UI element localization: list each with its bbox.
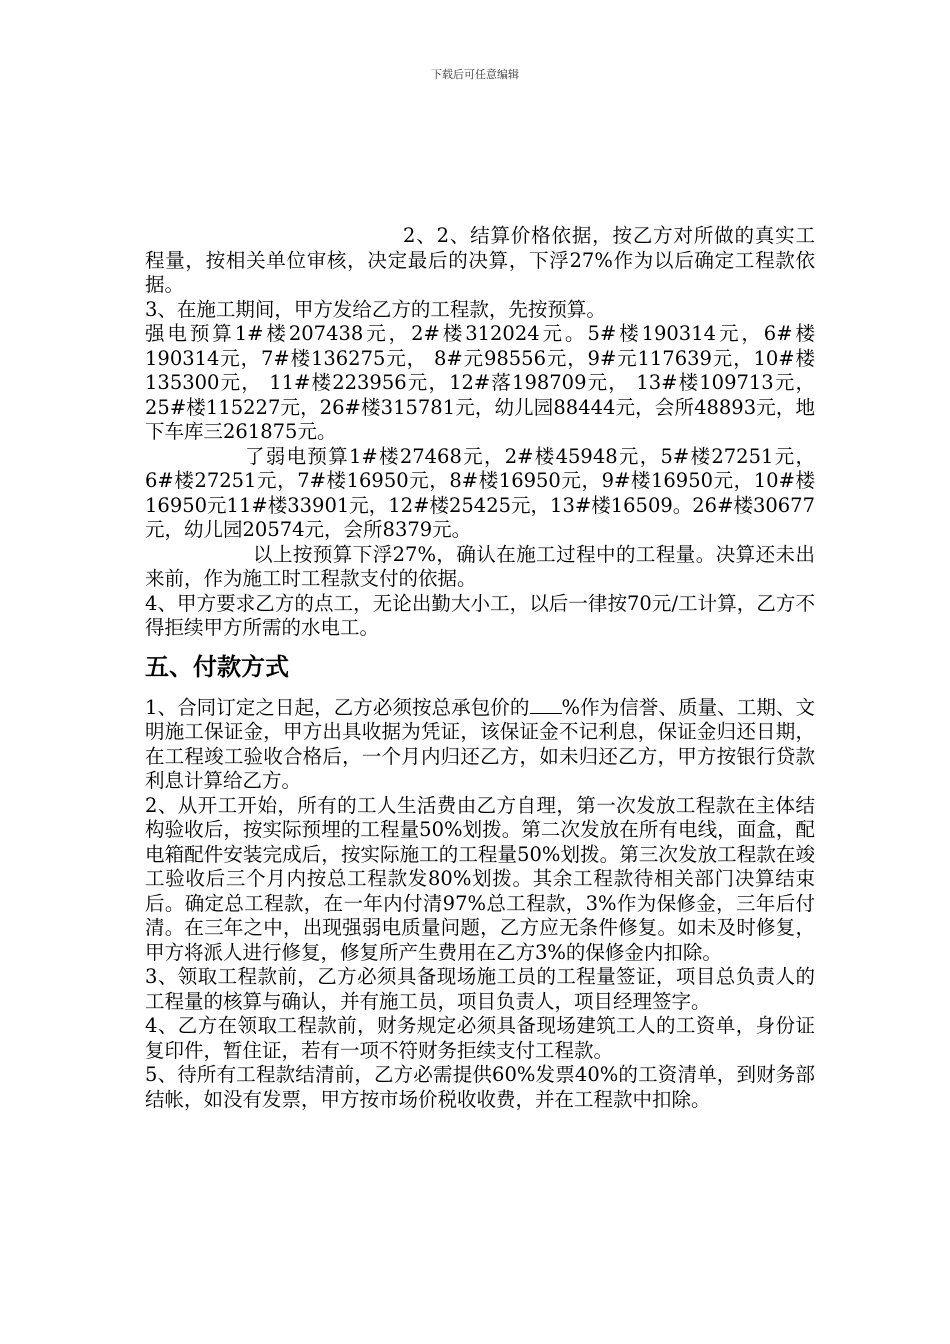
paragraph-point-labor: 4、甲方要求乙方的点工，无论出勤大小工，以后一律按70元/工计算，乙方不得拒续甲方所需的水电工。 bbox=[145, 591, 815, 639]
paragraph-construction-payment: 3、在施工期间，甲方发给乙方的工程款，先按预算。 bbox=[145, 297, 606, 321]
paragraph-budget-discount: 以上按预算下浮27%，确认在施工过程中的工程量。决算还未出来前，作为施工时工程款支付的依据。 bbox=[145, 542, 815, 590]
paragraph-payment-schedule: 2、从开工开始，所有的工人生活费由乙方自理，第一次发放工程款在主体结构验收后，按实际预埋的工程量50%划拨。第二次发放在所有电线，面盒，配电箱配件安装完成后，按实际施工的工程量50%划拨。第三次发放工程款在竣工验收后三个月内按总工程款发80%划拨。其余工程款待相关部门决算结束后。确定总工程款，在一年内付清97%总工程款，3%作为保修金，三年后付清。在三年之中，出现强弱电质量问题，乙方应无条件修复。如未及时修复，甲方将派人进行修复，修复所产生费用在乙方3%的保修金内扣除。 bbox=[145, 793, 815, 964]
paragraph-strong-current-budget: 强电预算1#楼207438元，2#楼312024元。5#楼190314元，6#楼190314元，7#楼136275元， 8#元98556元，9#元117639元，10#楼135300元， 11#楼223956元，12#落198709元， 13#楼109713元，25#楼115227元，26#楼315781元，幼儿园88444元，会所48893元，地下车库三261875元。 bbox=[145, 322, 815, 443]
paragraph-deposit bbox=[145, 695, 815, 794]
paragraph-final-settlement: 5、待所有工程款结清前，乙方必需提供60%发票40%的工资清单，到财务部结帐，如没有发票，甲方按市场价税收收费，并在工程款中扣除。 bbox=[145, 1063, 815, 1111]
paragraph-finance-requirements: 4、乙方在领取工程款前，财务规定必须具备现场建筑工人的工资单，身份证复印件，暂住证，若有一项不符财务拒续支付工程款。 bbox=[145, 1014, 815, 1062]
paragraph-weak-current-budget: 了弱电预算1#楼27468元，2#楼45948元，5#楼27251元，6#楼27251元，7#楼16950元，8#楼16950元，9#楼16950元，10#楼16950元11#楼33901元，12#楼25425元，13#楼16509。26#楼30677元，幼儿园20574元，会所8379元。 bbox=[145, 444, 815, 541]
paragraph-payment-prerequisites: 3、领取工程款前，乙方必须具备现场施工员的工程量签证，项目总负责人的工程量的核算与确认，并有施工员，项目负责人，项目经理签字。 bbox=[145, 965, 815, 1013]
page-header: 下载后可任意编辑 bbox=[431, 68, 519, 81]
document-body bbox=[145, 224, 815, 1112]
section-title-payment-method: 五、付款方式 bbox=[145, 651, 289, 681]
deposit-text-after: %作为信誉、质量、工期、文明施工保证金，甲方出具收据为凭证，该保证金不记利息，保证金归还日期，在工程竣工验收合格后，一个月内归还乙方，如未归还乙方，甲方按银行贷款利息计算给乙方。 bbox=[145, 695, 815, 792]
deposit-percent-blank bbox=[530, 695, 562, 714]
paragraph-settlement-basis: 2、2、结算价格依据，按乙方对所做的真实工程量，按相关单位审核，决定最后的决算，下浮27%作为以后确定工程款依据。 bbox=[145, 224, 815, 296]
deposit-text-before: 1、合同订定之日起，乙方必须按总承包价的 bbox=[145, 695, 530, 719]
